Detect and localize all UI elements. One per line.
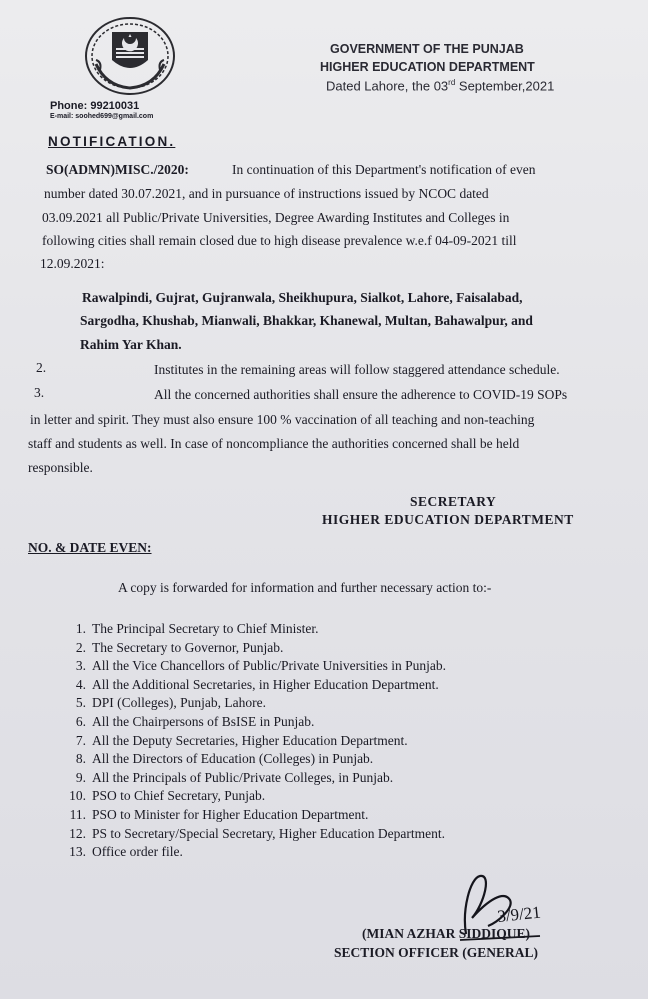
para2-number: 2.	[36, 360, 47, 375]
secretary-title: SECRETARY	[410, 494, 497, 509]
header-government: GOVERNMENT OF THE PUNJAB	[330, 42, 524, 56]
cities-line: Rahim Yar Khan.	[80, 337, 182, 352]
para3-number: 3.	[34, 385, 45, 400]
section-officer-title: SECTION OFFICER (GENERAL)	[334, 945, 539, 960]
list-item: 11. PSO to Minister for Higher Education Department.	[69, 806, 369, 822]
list-item: 9. All the Principals of Public/Private Colleges, in Punjab.	[75, 769, 394, 785]
para3-line: staff and students as well. In case of noncompliance the authorities concerned shall be held	[28, 436, 520, 451]
copy-list	[60, 620, 446, 862]
list-item: 8. All the Directors of Education (Colleges) in Punjab.	[75, 751, 374, 767]
no-and-date-even: NO. & DATE EVEN:	[28, 540, 152, 555]
para2-text: Institutes in the remaining areas will follow staggered attendance schedule.	[154, 362, 560, 377]
list-item: 13. Office order file.	[69, 844, 183, 860]
cities-line: Sargodha, Khushab, Mianwali, Bhakkar, Khanewal, Multan, Bahawalpur, and	[80, 313, 533, 328]
notification-title: NOTIFICATION.	[48, 134, 176, 149]
list-item: 6. All the Chairpersons of BsISE in Punjab.	[75, 713, 315, 729]
forward-text: A copy is forwarded for information and further necessary action to:-	[118, 580, 492, 595]
para3-line: responsible.	[28, 460, 93, 475]
email-address: E-mail: soohed699@gmail.com	[50, 113, 154, 120]
list-item: 2. The Secretary to Governor, Punjab.	[75, 639, 284, 655]
notification-ref: SO(ADMN)MISC./2020:	[46, 162, 189, 177]
list-item: 7. All the Deputy Secretaries, Higher Education Department.	[75, 732, 408, 748]
para3-line: All the concerned authorities shall ensure the adherence to COVID-19 SOPs	[154, 387, 568, 402]
header-date: Dated Lahore, the 03rd September,2021	[326, 78, 555, 94]
para1-line: 03.09.2021 all Public/Private Universities, Degree Awarding Institutes and Colleges in	[42, 210, 510, 225]
para1-line: following cities shall remain closed due to high disease prevalence w.e.f 04-09-2021 till	[42, 233, 517, 248]
para1-line: 12.09.2021:	[40, 256, 105, 271]
header-department: HIGHER EDUCATION DEPARTMENT	[320, 60, 535, 74]
list-item: 5. DPI (Colleges), Punjab, Lahore.	[75, 695, 266, 711]
list-item: 1. The Principal Secretary to Chief Minister.	[75, 621, 319, 636]
para3-line: in letter and spirit. They must also ensure 100 % vaccination of all teaching and non-teaching	[30, 412, 535, 427]
section-officer-name: (MIAN AZHAR SIDDIQUE)	[362, 926, 531, 941]
list-item: 4. All the Additional Secretaries, in Higher Education Department.	[75, 676, 439, 692]
para1-line: number dated 30.07.2021, and in pursuance of instructions issued by NCOC dated	[44, 186, 489, 201]
list-item: 10. PSO to Chief Secretary, Punjab.	[69, 788, 266, 804]
svg-text:3/9/21: 3/9/21	[496, 902, 542, 926]
punjab-emblem-logo	[82, 14, 178, 96]
cities-line: Rawalpindi, Gujrat, Gujranwala, Sheikhupura, Sialkot, Lahore, Faisalabad,	[82, 290, 523, 305]
para1-line: In continuation of this Department's notification of even	[232, 162, 536, 177]
secretary-dept: HIGHER EDUCATION DEPARTMENT	[322, 512, 574, 527]
list-item: 3. All the Vice Chancellors of Public/Private Universities in Punjab.	[75, 658, 447, 674]
phone-number: Phone: 99210031	[50, 100, 140, 112]
list-item: 12. PS to Secretary/Special Secretary, Higher Education Department.	[69, 825, 446, 841]
